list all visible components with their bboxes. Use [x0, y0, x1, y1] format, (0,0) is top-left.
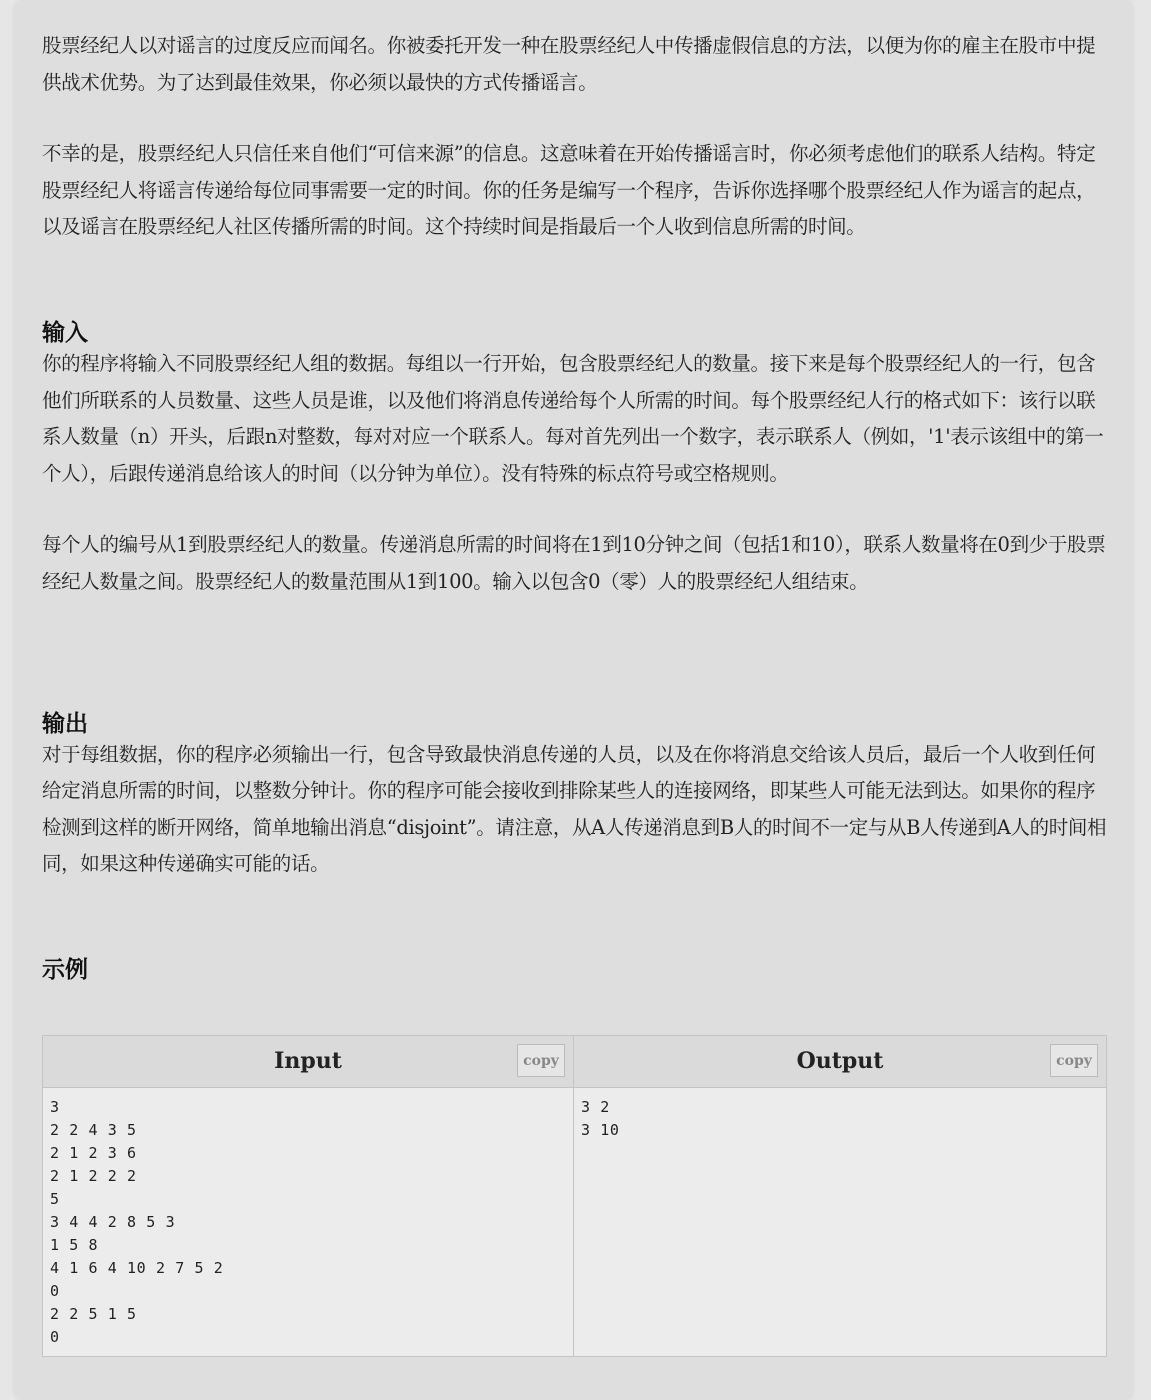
example-output-header-label: Output [796, 1048, 884, 1074]
copy-input-button[interactable]: copy [517, 1044, 565, 1077]
intro-paragraph-2: 不幸的是，股票经纪人只信任来自他们“可信来源”的信息。这意味着在开始传播谣言时，你必须考虑他们的联系人结构。特定股票经纪人将谣言传递给每位同事需要一定的时间。你的任务是编写一个程序，告诉你选择哪个股票经纪人作为谣言的起点，以及谣言在股票经纪人社区传播所需的时间。这个持续时间是指最后一个人收到信息所需的时间。 [42, 142, 1096, 239]
example-output-text: 3 2 3 10 [581, 1098, 620, 1139]
intro-paragraph-1: 股票经纪人以对谣言的过度反应而闻名。你被委托开发一种在股票经纪人中传播虚假信息的方法，以便为你的雇主在股市中提供战术优势。为了达到最佳效果，你必须以最快的方式传播谣言。 [42, 34, 1096, 94]
problem-page [14, 0, 1133, 1400]
example-input-column [43, 1036, 573, 1356]
example-input-header-label: Input [274, 1048, 342, 1074]
output-section-title: 输出 [42, 710, 88, 737]
example-table [42, 1035, 1107, 1357]
output-paragraph-1: 对于每组数据，你的程序必须输出一行，包含导致最快消息传递的人员，以及在你将消息交给该人员后，最后一个人收到任何给定消息所需的时间，以整数分钟计。你的程序可能会接收到排除某些人的连接网络，即某些人可能无法到达。如果你的程序检测到这样的断开网络，简单地输出消息“disjoint”。请注意，从A人传递消息到B人的时间不一定与从B人传递到A人的时间相同，如果这种传递确实可能的话。 [42, 742, 1107, 876]
example-section-title: 示例 [42, 956, 88, 983]
input-section-title: 输入 [42, 319, 88, 346]
copy-output-button[interactable]: copy [1050, 1044, 1098, 1077]
example-output-column [573, 1036, 1106, 1356]
problem-content [42, 28, 1107, 983]
example-input-header [43, 1036, 573, 1088]
input-paragraph-1: 你的程序将输入不同股票经纪人组的数据。每组以一行开始，包含股票经纪人的数量。接下来是每个股票经纪人的一行，包含他们所联系的人员数量、这些人员是谁，以及他们将消息传递给每个人所需的时间。每个股票经纪人行的格式如下：该行以联系人数量（n）开头，后跟n对整数，每对对应一个联系人。每对首先列出一个数字，表示联系人（例如，'1'表示该组中的第一个人），后跟传递消息给该人的时间（以分钟为单位）。没有特殊的标点符号或空格规则。 [42, 351, 1104, 485]
example-input-text: 3 2 2 4 3 5 2 1 2 3 6 2 1 2 2 2 5 3 4 4 2 8 5 3 1 5 8 4 1 6 4 10 2 7 5 2 0 2 2 5 1 5 0 [50, 1098, 224, 1346]
example-output-header [574, 1036, 1106, 1088]
input-paragraph-2: 每个人的编号从1到股票经纪人的数量。传递消息所需的时间将在1到10分钟之间（包括1和10），联系人数量将在0到少于股票经纪人数量之间。股票经纪人的数量范围从1到100。输入以包含0（零）人的股票经纪人组结束。 [42, 533, 1106, 593]
